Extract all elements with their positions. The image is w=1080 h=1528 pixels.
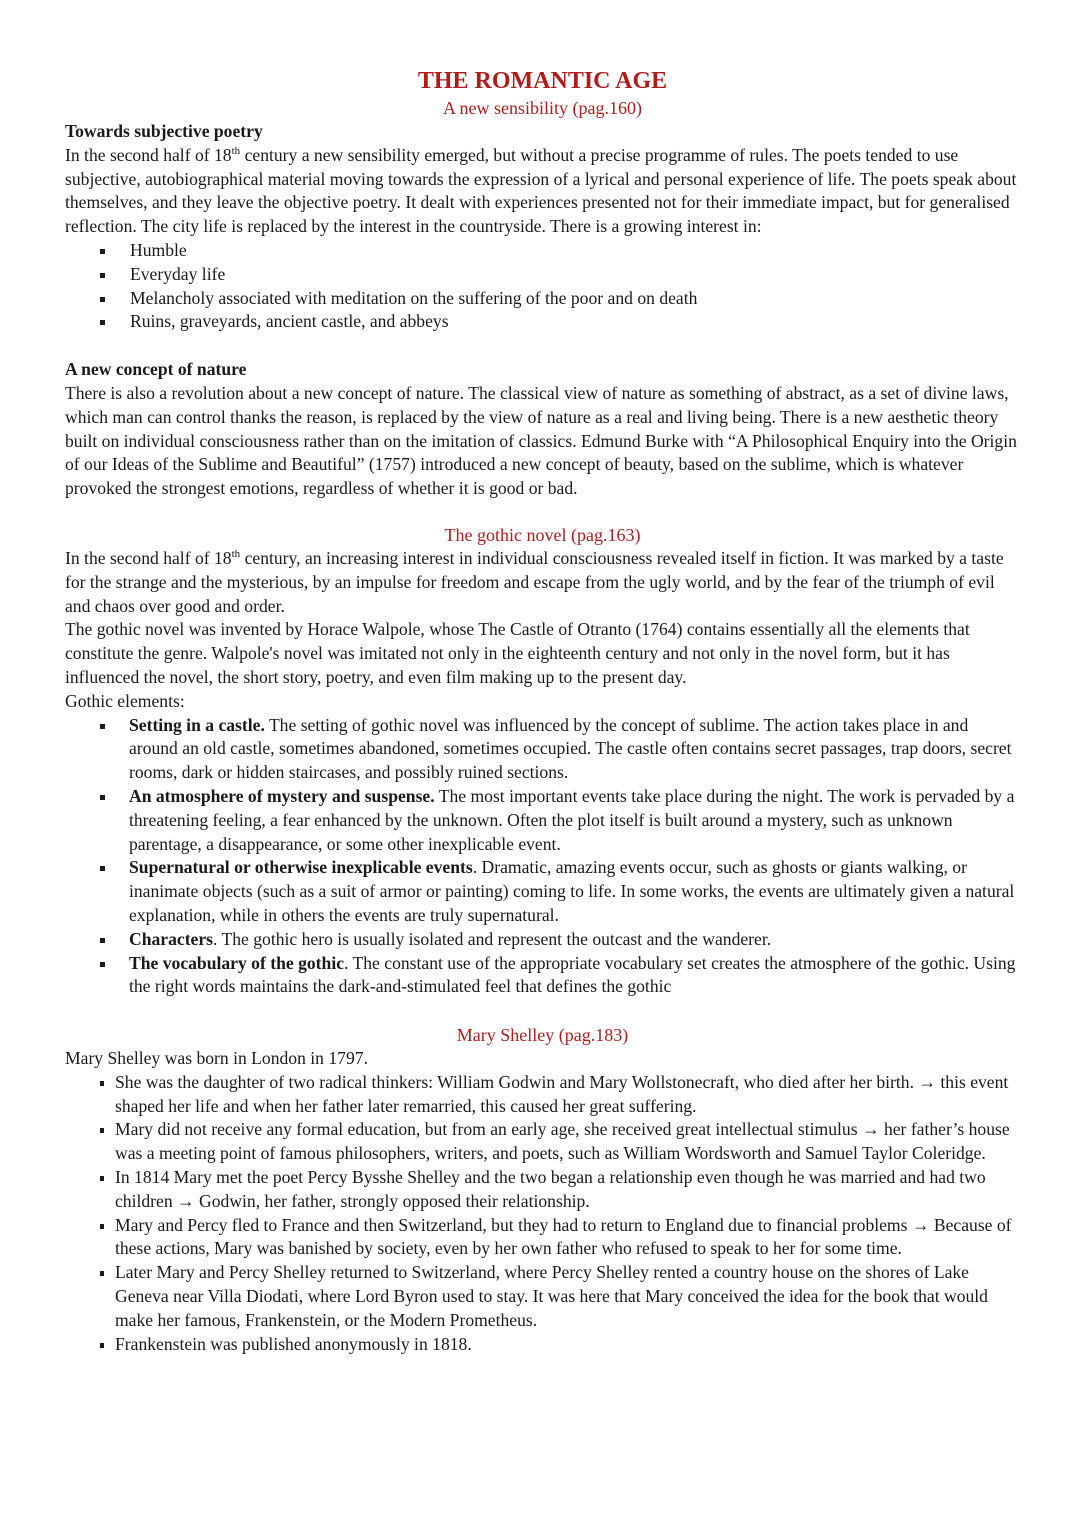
list-item — [65, 952, 1020, 1000]
list-item: Later Mary and Percy Shelley returned to Switzerland, where Percy Shelley rented a country house on the shores of Lake Geneva near Villa Diodati, where Lord Byron used to stay. It was here that Mary conceived the idea for the book that would make her famous, Frankenstein, or the Modern Prometheus. — [65, 1261, 1020, 1332]
section-mary-shelley — [65, 1023, 1020, 1356]
paragraph-gothic-2: The gothic novel was invented by Horace Walpole, whose The Castle of Otranto (1764) contains essentially all the elements that constitute the genre. Walpole's novel was imitated not only in the eighteenth century and not only in the novel form, but it has influenced the novel, the short story, poetry, and even film making up to the present day. — [65, 619, 970, 687]
list-item: Humble — [65, 239, 1020, 263]
paragraph-text: century a new sensibility emerged, but without a precise programme of rules. The poets tended to use subjective, autobiographical material moving towards the expression of a lyrical and personal experience of life. The poets speak about themselves, and they leave the objective poetry. It dealt with experiences presented not for their immediate impact, but for generalised reflection. The city life is replaced by the interest in the countryside. There is a growing interest in: — [65, 144, 1017, 237]
interest-list — [65, 239, 1020, 334]
paragraph-gothic-1 — [65, 547, 1020, 618]
list-item — [65, 714, 1020, 785]
list-item-term: Setting in a castle. — [129, 714, 265, 735]
paragraph-shelley-intro: Mary Shelley was born in London in 1797. — [65, 1048, 368, 1069]
list-item-text: . The constant use of the appropriate vocabulary set creates the atmosphere of the gothic. Using the right words maintains the dark-and-stimulated feel that defines the gothic — [129, 952, 1016, 997]
page-title: THE ROMANTIC AGE — [417, 68, 668, 94]
gothic-elements-label: Gothic elements: — [65, 690, 185, 711]
heading-nature: A new concept of nature — [65, 359, 247, 380]
paragraph-text: century, an increasing interest in individual consciousness revealed itself in fiction. It was marked by a taste for the strange and the mysterious, by an impulse for freedom and escape from the ugly world, and by the fear of the triumph of evil and chaos over good and order. — [65, 547, 1004, 616]
heading-subjective-poetry: Towards subjective poetry — [65, 121, 263, 141]
list-item-term: Characters — [129, 928, 214, 949]
superscript: th — [231, 144, 241, 157]
list-item: Everyday life — [65, 263, 1020, 287]
section-subjective-poetry — [65, 120, 1020, 334]
list-item-text: The setting of gothic novel was influenced by the concept of sublime. The action takes place in and around an old castle, sometimes abandoned, sometimes occupied. The castle often contains secret passages, trap doors, secret rooms, dark or hidden staircases, and possibly ruined sections. — [129, 714, 1012, 783]
list-item: She was the daughter of two radical thinkers: William Godwin and Mary Wollstonecraft, who died after her birth. → this event shaped her life and when her father later remarried, this caused her great suffering. — [65, 1071, 1020, 1119]
list-item-text: . Dramatic, amazing events occur, such as ghosts or giants walking, or inanimate objects (such as a suit of armor or painting) coming to life. In some works, the events are ultimately given a natural explanation, while in others the events are truly supernatural. — [129, 857, 1015, 925]
paragraph-text: In the second half of 18 — [65, 547, 232, 568]
superscript: th — [231, 548, 241, 561]
list-item-term: An atmosphere of mystery and suspense. — [129, 785, 435, 806]
section-gothic-novel — [65, 523, 1020, 999]
list-item — [65, 928, 1020, 952]
shelley-list — [65, 1071, 1020, 1357]
list-item — [65, 856, 1020, 927]
gothic-elements-list — [65, 714, 1020, 1000]
list-item: Mary and Percy fled to France and then Switzerland, but they had to return to England due to financial problems → Because of these actions, Mary was banished by society, even by her own father who refused to speak to her for some time. — [65, 1214, 1020, 1262]
paragraph-text: In the second half of 18 — [65, 144, 232, 165]
list-item-text: The most important events take place during the night. The work is pervaded by a threatening feeling, a fear enhanced by the unknown. Often the plot itself is built around a mystery, such as unknown parentage, a disappearance, or some other inexplicable event. — [129, 785, 1015, 854]
list-item-text: . The gothic hero is usually isolated and represent the outcast and the wanderer. — [213, 928, 772, 949]
section-title-gothic: The gothic novel (pag.163) — [444, 524, 641, 545]
paragraph-subjective-poetry — [65, 144, 1020, 239]
section-nature — [65, 358, 1020, 501]
list-item: Mary did not receive any formal education, but from an early age, she received great intellectual stimulus → her father’s house was a meeting point of famous philosophers, writers, and poets, such as William Wordsworth and Samuel Taylor Coleridge. — [65, 1118, 1020, 1166]
list-item-term: Supernatural or otherwise inexplicable events — [129, 857, 473, 878]
page-subtitle: A new sensibility (pag.160) — [443, 98, 642, 118]
list-item — [65, 785, 1020, 856]
list-item: Ruins, graveyards, ancient castle, and abbeys — [65, 310, 1020, 334]
list-item: Frankenstein was published anonymously in 1818. — [65, 1333, 1020, 1357]
paragraph-nature: There is also a revolution about a new concept of nature. The classical view of nature as something of abstract, as a set of divine laws, which man can control thanks the reason, is replaced by the view of nature as a real and living being. There is a new aesthetic theory built on individual consciousness rather than on the imitation of classics. Edmund Burke with “A Philosophical Enquiry into the Origin of our Ideas of the Sublime and Beautiful” (1757) introduced a new concept of beauty, based on the sublime, which is whatever provoked the strongest emotions, regardless of whether it is good or bad. — [65, 382, 1017, 499]
list-item-term: The vocabulary of the gothic — [129, 952, 345, 973]
list-item: Melancholy associated with meditation on the suffering of the poor and on death — [65, 287, 1020, 311]
section-title-shelley: Mary Shelley (pag.183) — [456, 1025, 629, 1046]
list-item: In 1814 Mary met the poet Percy Bysshe Shelley and the two began a relationship even though he was married and had two children → Godwin, her father, strongly opposed their relationship. — [65, 1166, 1020, 1214]
